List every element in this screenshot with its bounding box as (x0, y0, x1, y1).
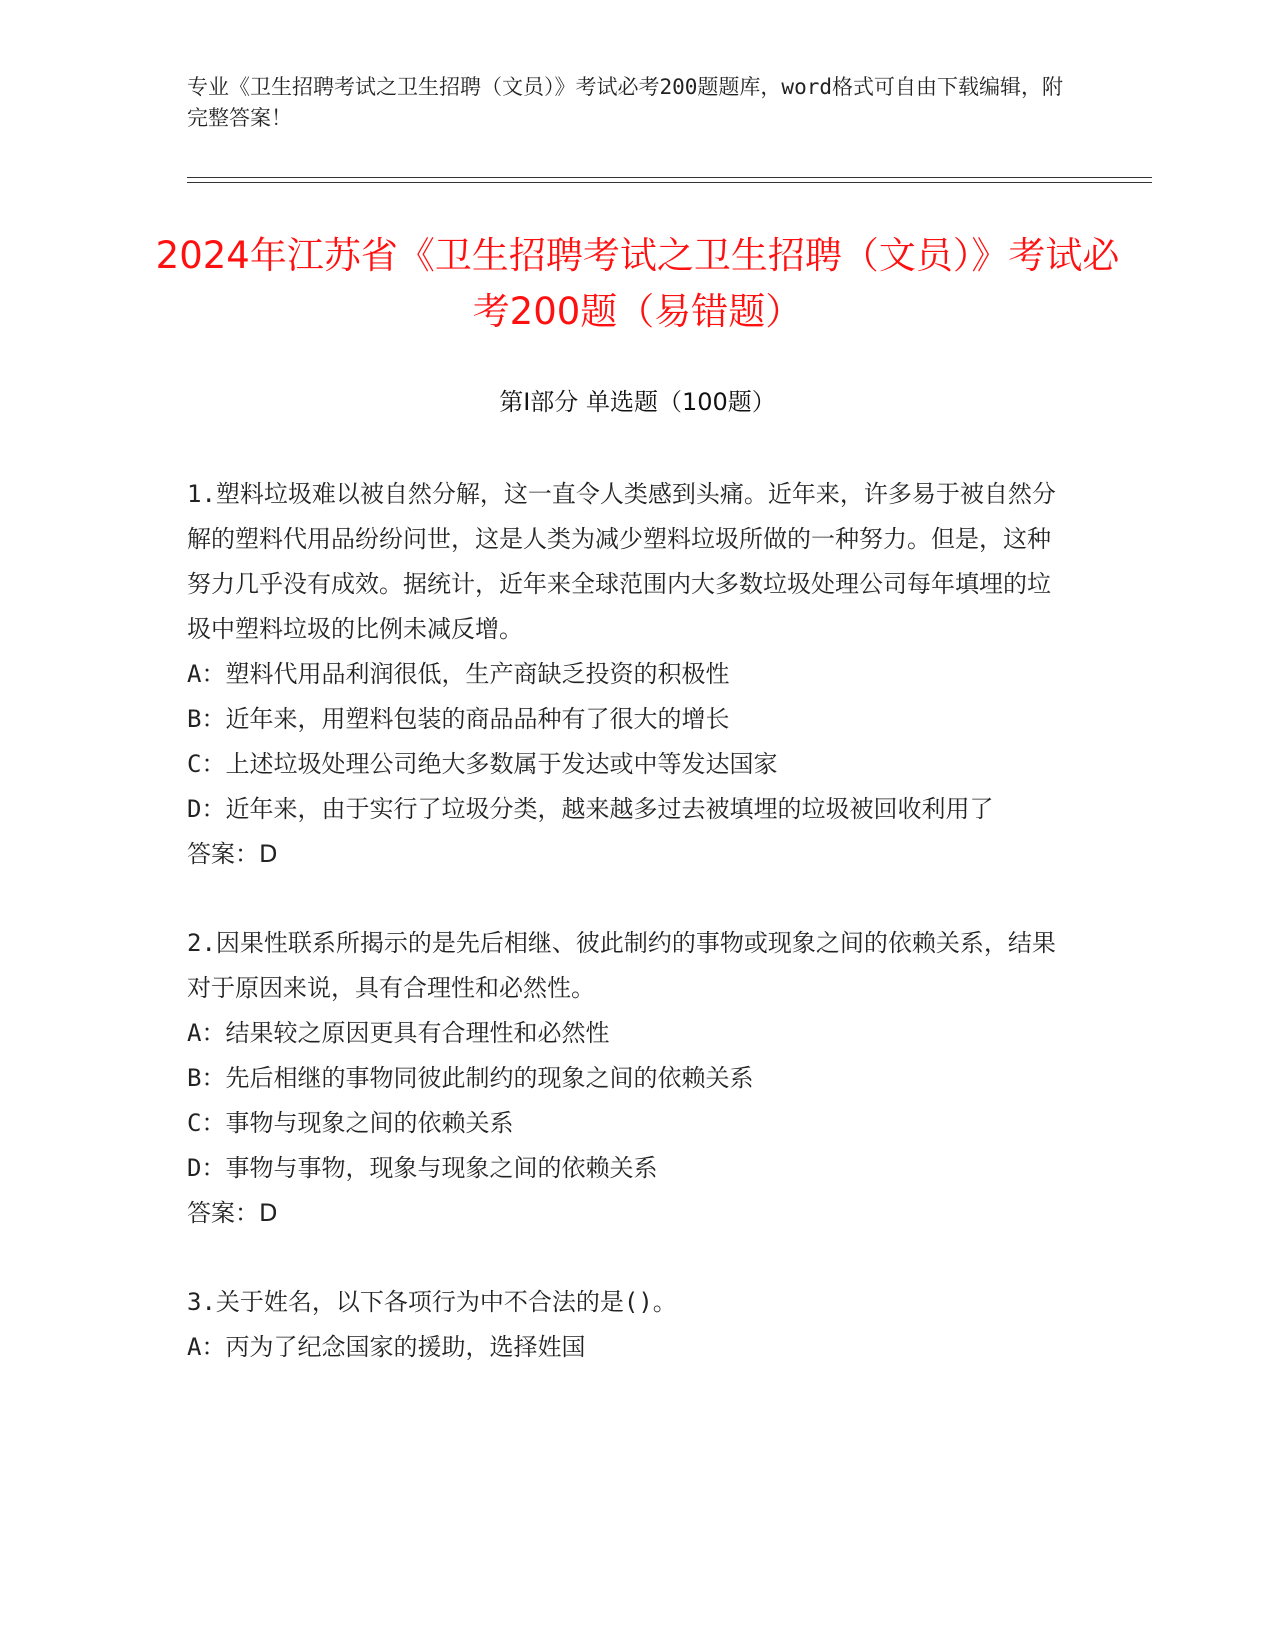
question-3 (187, 1280, 1067, 1370)
option-a: A：结果较之原因更具有合理性和必然性 (187, 1019, 610, 1047)
option-d: D：事物与事物，现象与现象之间的依赖关系 (187, 1154, 658, 1182)
option-a: A：丙为了纪念国家的援助，选择姓国 (187, 1333, 586, 1361)
document-title: 2024年江苏省《卫生招聘考试之卫生招聘（文员）》考试必考200题（易错题） (155, 234, 1120, 333)
header-divider-top (187, 177, 1152, 178)
answer: 答案：D (187, 1199, 278, 1227)
header-note: 专业《卫生招聘考试之卫生招聘（文员）》考试必考200题题库，word格式可自由下载编辑，附完整答案！ (187, 75, 1063, 130)
option-d: D：近年来，由于实行了垃圾分类，越来越多过去被填埋的垃圾被回收利用了 (187, 795, 994, 823)
option-c: C：事物与现象之间的依赖关系 (187, 1109, 514, 1137)
answer: 答案：D (187, 840, 278, 868)
option-b: B：先后相继的事物同彼此制约的现象之间的依赖关系 (187, 1064, 754, 1092)
question-stem: 2.因果性联系所揭示的是先后相继、彼此制约的事物或现象之间的依赖关系，结果对于原因来说，具有合理性和必然性。 (187, 929, 1056, 1002)
question-2 (187, 921, 1067, 1236)
option-b: B：近年来，用塑料包装的商品品种有了很大的增长 (187, 705, 730, 733)
question-stem: 3.关于姓名，以下各项行为中不合法的是()。 (187, 1288, 677, 1316)
option-a: A：塑料代用品利润很低，生产商缺乏投资的积极性 (187, 660, 730, 688)
question-1 (187, 472, 1067, 877)
header-divider-bottom (187, 182, 1152, 183)
section-title: 第I部分 单选题（100题） (499, 388, 776, 416)
question-list (187, 472, 1067, 1414)
question-stem: 1.塑料垃圾难以被自然分解，这一直令人类感到头痛。近年来，许多易于被自然分解的塑料代用品纷纷问世，这是人类为减少塑料垃圾所做的一种努力。但是，这种努力几乎没有成效。据统计，近年来全球范围内大多数垃圾处理公司每年填埋的垃圾中塑料垃圾的比例未减反增。 (187, 480, 1056, 643)
option-c: C：上述垃圾处理公司绝大多数属于发达或中等发达国家 (187, 750, 778, 778)
